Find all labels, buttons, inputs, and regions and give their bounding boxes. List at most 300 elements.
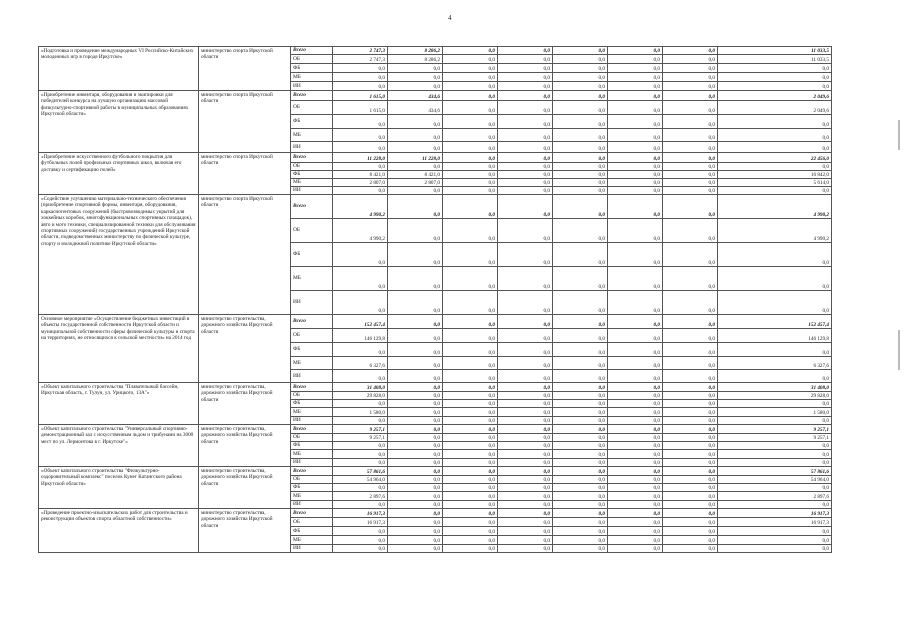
total-cell: 6 327,6 (718, 357, 832, 370)
funding-source: ОБ (291, 55, 333, 64)
total-cell: 0,0 (718, 64, 832, 73)
scan-edge-mark (898, 120, 900, 150)
amount-cell: 0,0 (498, 64, 553, 73)
amount-cell: 0,0 (443, 400, 498, 408)
amount-cell: 0,0 (663, 142, 718, 153)
amount-cell: 0,0 (608, 47, 663, 55)
total-cell: 9 257,1 (718, 434, 832, 442)
amount-cell: 0,0 (498, 219, 553, 243)
amount-cell: 0,0 (663, 518, 718, 527)
amount-cell: 0,0 (608, 476, 663, 484)
amount-cell: 0,0 (663, 357, 718, 370)
amount-cell: 0,0 (443, 408, 498, 417)
amount-cell: 0,0 (608, 357, 663, 370)
amount-cell: 0,0 (388, 142, 443, 153)
amount-cell: 152 457,4 (333, 315, 388, 329)
amount-cell: 0,0 (553, 434, 608, 442)
amount-cell: 0,0 (608, 459, 663, 467)
amount-cell: 2 747,3 (333, 47, 388, 55)
total-cell: 11 033,5 (718, 55, 832, 64)
amount-cell: 11 228,0 (388, 153, 443, 163)
amount-cell: 2 807,0 (333, 179, 388, 187)
amount-cell: 0,0 (553, 501, 608, 509)
amount-cell: 0,0 (553, 536, 608, 545)
executor-name: министерство спорта Иркутской области (199, 153, 291, 195)
total-cell: 22 456,0 (718, 153, 832, 163)
funding-source: ИИ (291, 82, 333, 91)
amount-cell: 0,0 (663, 315, 718, 329)
amount-cell: 0,0 (663, 545, 718, 553)
amount-cell: 11 228,0 (333, 153, 388, 163)
amount-cell: 0,0 (663, 101, 718, 115)
funding-source: Всего (291, 383, 333, 392)
total-cell: 0,0 (718, 400, 832, 408)
table-row (39, 425, 832, 434)
amount-cell: 57 861,6 (333, 467, 388, 476)
amount-cell: 0,0 (443, 55, 498, 64)
funding-source: МБ (291, 408, 333, 417)
amount-cell: 0,0 (663, 163, 718, 171)
table-row (39, 91, 832, 101)
amount-cell: 0,0 (663, 536, 718, 545)
measure-name: «Приобретение инвентаря, оборудования и экипировки для победителей конкурса на лучшую организацию массовой физкультурно-спортивной работы в муниципальных образованиях Иркутской области» (39, 91, 199, 153)
amount-cell: 4 990,2 (333, 195, 388, 219)
amount-cell: 0,0 (443, 82, 498, 91)
amount-cell: 0,0 (608, 91, 663, 101)
funding-source: ФБ (291, 400, 333, 408)
funding-source: Всего (291, 315, 333, 329)
total-cell: 11 033,5 (718, 47, 832, 55)
amount-cell: 0,0 (608, 187, 663, 195)
amount-cell: 0,0 (553, 450, 608, 459)
amount-cell: 0,0 (443, 417, 498, 425)
amount-cell: 0,0 (663, 91, 718, 101)
amount-cell: 0,0 (663, 484, 718, 492)
total-cell: 0,0 (718, 527, 832, 536)
page-number: 4 (448, 14, 452, 22)
amount-cell: 0,0 (388, 408, 443, 417)
total-cell: 54 964,0 (718, 476, 832, 484)
funding-source: ИИ (291, 501, 333, 509)
executor-name: министерство спорта Иркутской области (199, 91, 291, 153)
amount-cell: 0,0 (608, 55, 663, 64)
amount-cell: 0,0 (388, 509, 443, 518)
amount-cell: 8 421,0 (388, 171, 443, 179)
funding-source: МБ (291, 357, 333, 370)
measure-name: «Приобретение искусственного футбольного покрытия для футбольных полей профильных спортивных школ, включая его доставку и сертификацию полей» (39, 153, 199, 195)
amount-cell: 0,0 (388, 357, 443, 370)
amount-cell: 0,0 (663, 442, 718, 450)
amount-cell: 0,0 (663, 467, 718, 476)
funding-source: МБ (291, 492, 333, 501)
amount-cell: 0,0 (388, 329, 443, 343)
amount-cell: 0,0 (608, 64, 663, 73)
amount-cell: 2 807,0 (388, 179, 443, 187)
amount-cell: 0,0 (443, 425, 498, 434)
amount-cell: 0,0 (608, 442, 663, 450)
table-row (39, 467, 832, 476)
amount-cell: 0,0 (443, 545, 498, 553)
total-cell: 0,0 (718, 163, 832, 171)
total-cell: 0,0 (718, 536, 832, 545)
amount-cell: 0,0 (443, 47, 498, 55)
amount-cell: 0,0 (388, 115, 443, 129)
amount-cell: 0,0 (663, 501, 718, 509)
amount-cell: 0,0 (388, 343, 443, 357)
amount-cell: 0,0 (388, 467, 443, 476)
amount-cell: 0,0 (333, 417, 388, 425)
amount-cell: 0,0 (553, 492, 608, 501)
amount-cell: 0,0 (608, 536, 663, 545)
amount-cell: 0,0 (443, 291, 498, 315)
total-cell: 0,0 (718, 545, 832, 553)
amount-cell: 0,0 (553, 243, 608, 267)
amount-cell: 0,0 (333, 459, 388, 467)
funding-source: Всего (291, 47, 333, 55)
amount-cell: 0,0 (553, 315, 608, 329)
amount-cell: 31 408,0 (333, 383, 388, 392)
amount-cell: 0,0 (553, 195, 608, 219)
amount-cell: 0,0 (443, 527, 498, 536)
amount-cell: 0,0 (333, 115, 388, 129)
amount-cell: 0,0 (443, 343, 498, 357)
amount-cell: 0,0 (608, 518, 663, 527)
amount-cell: 0,0 (663, 417, 718, 425)
executor-name: министерство строительства, дорожного хозяйства Иркутской области (199, 509, 291, 553)
amount-cell: 0,0 (443, 434, 498, 442)
measure-name: «Содействие улучшению материально-технического обеспечения (приобретение спортивной формы, инвентаря, оборудования, каркаснотентовых сооружений (быстровозводимых укрытий для хоккейных коробок, многофункциональных спортивных площадок), авто и мото техники, специализированной техники для обслуживания спортивных сооружений) государственных учреждений Иркутской области, подведомственных министерству по физической культуре, спорту и молодежной политике Иркутской области» (39, 195, 199, 315)
amount-cell: 0,0 (388, 501, 443, 509)
amount-cell: 0,0 (553, 442, 608, 450)
amount-cell: 0,0 (498, 383, 553, 392)
amount-cell: 0,0 (553, 400, 608, 408)
amount-cell: 0,0 (553, 417, 608, 425)
funding-source: Всего (291, 91, 333, 101)
amount-cell: 0,0 (333, 163, 388, 171)
amount-cell: 0,0 (553, 357, 608, 370)
funding-source: ОБ (291, 392, 333, 400)
table-row (39, 383, 832, 392)
amount-cell: 0,0 (443, 179, 498, 187)
amount-cell: 0,0 (553, 459, 608, 467)
amount-cell: 0,0 (333, 343, 388, 357)
amount-cell: 0,0 (333, 267, 388, 291)
total-cell: 0,0 (718, 501, 832, 509)
amount-cell: 0,0 (608, 195, 663, 219)
amount-cell: 2 897,6 (333, 492, 388, 501)
amount-cell: 0,0 (388, 64, 443, 73)
amount-cell: 0,0 (663, 434, 718, 442)
funding-source: Всего (291, 425, 333, 434)
amount-cell: 0,0 (663, 179, 718, 187)
amount-cell: 0,0 (608, 370, 663, 383)
amount-cell: 0,0 (663, 171, 718, 179)
amount-cell: 0,0 (663, 115, 718, 129)
amount-cell: 0,0 (608, 153, 663, 163)
budget-table (38, 46, 832, 553)
amount-cell: 0,0 (333, 82, 388, 91)
amount-cell: 0,0 (388, 291, 443, 315)
amount-cell: 0,0 (498, 101, 553, 115)
amount-cell: 0,0 (443, 450, 498, 459)
amount-cell: 0,0 (443, 163, 498, 171)
amount-cell: 0,0 (443, 370, 498, 383)
amount-cell: 0,0 (498, 442, 553, 450)
funding-source: МБ (291, 129, 333, 142)
funding-source: Всего (291, 195, 333, 219)
amount-cell: 0,0 (443, 101, 498, 115)
amount-cell: 0,0 (498, 73, 553, 82)
amount-cell: 0,0 (663, 267, 718, 291)
amount-cell: 0,0 (608, 163, 663, 171)
amount-cell: 0,0 (608, 400, 663, 408)
amount-cell: 0,0 (388, 73, 443, 82)
amount-cell: 0,0 (553, 129, 608, 142)
amount-cell: 0,0 (443, 91, 498, 101)
total-cell: 0,0 (718, 442, 832, 450)
funding-source: ИИ (291, 291, 333, 315)
amount-cell: 0,0 (443, 219, 498, 243)
total-cell: 4 990,2 (718, 219, 832, 243)
executor-name: министерство строительства, дорожного хозяйства Иркутской области (199, 425, 291, 467)
amount-cell: 0,0 (333, 291, 388, 315)
total-cell: 29 828,0 (718, 392, 832, 400)
amount-cell: 0,0 (608, 484, 663, 492)
amount-cell: 0,0 (443, 492, 498, 501)
amount-cell: 0,0 (333, 536, 388, 545)
amount-cell: 0,0 (608, 129, 663, 142)
amount-cell: 0,0 (498, 357, 553, 370)
amount-cell: 0,0 (608, 171, 663, 179)
amount-cell: 0,0 (553, 484, 608, 492)
amount-cell: 146 129,8 (333, 329, 388, 343)
amount-cell: 0,0 (388, 219, 443, 243)
amount-cell: 0,0 (498, 142, 553, 153)
amount-cell: 0,0 (333, 73, 388, 82)
amount-cell: 0,0 (553, 527, 608, 536)
amount-cell: 0,0 (443, 501, 498, 509)
amount-cell: 0,0 (663, 55, 718, 64)
amount-cell: 0,0 (498, 329, 553, 343)
amount-cell: 0,0 (663, 243, 718, 267)
total-cell: 9 257,1 (718, 425, 832, 434)
funding-source: ИИ (291, 545, 333, 553)
amount-cell: 0,0 (443, 243, 498, 267)
funding-source: Всего (291, 153, 333, 163)
amount-cell: 0,0 (498, 82, 553, 91)
amount-cell: 0,0 (663, 129, 718, 142)
amount-cell: 0,0 (553, 142, 608, 153)
funding-source: МБ (291, 73, 333, 82)
amount-cell: 0,0 (333, 527, 388, 536)
total-cell: 0,0 (718, 187, 832, 195)
amount-cell: 0,0 (553, 343, 608, 357)
amount-cell: 0,0 (553, 267, 608, 291)
amount-cell: 0,0 (553, 425, 608, 434)
amount-cell: 0,0 (443, 459, 498, 467)
amount-cell: 0,0 (553, 518, 608, 527)
amount-cell: 0,0 (388, 315, 443, 329)
amount-cell: 0,0 (498, 171, 553, 179)
amount-cell: 2 747,3 (333, 55, 388, 64)
funding-source: ИИ (291, 417, 333, 425)
amount-cell: 0,0 (498, 163, 553, 171)
measure-name: «Объект капитального строительства "Универсальный спортивно-демонстрационный зал с искусственным льдом и трибунами на 3000 мест по ул. Лермонтова в г. Иркутске"» (39, 425, 199, 467)
amount-cell: 0,0 (553, 179, 608, 187)
amount-cell: 0,0 (333, 484, 388, 492)
amount-cell: 0,0 (443, 315, 498, 329)
total-cell: 0,0 (718, 243, 832, 267)
amount-cell: 0,0 (553, 171, 608, 179)
amount-cell: 0,0 (498, 459, 553, 467)
amount-cell: 0,0 (608, 450, 663, 459)
amount-cell: 0,0 (553, 370, 608, 383)
total-cell: 0,0 (718, 115, 832, 129)
amount-cell: 0,0 (388, 417, 443, 425)
total-cell: 0,0 (718, 291, 832, 315)
amount-cell: 0,0 (608, 82, 663, 91)
amount-cell: 16 917,3 (333, 518, 388, 527)
amount-cell: 0,0 (498, 153, 553, 163)
amount-cell: 0,0 (388, 370, 443, 383)
amount-cell: 0,0 (663, 527, 718, 536)
amount-cell: 0,0 (498, 129, 553, 142)
funding-source: ОБ (291, 101, 333, 115)
amount-cell: 0,0 (498, 267, 553, 291)
amount-cell: 0,0 (553, 467, 608, 476)
amount-cell: 0,0 (663, 187, 718, 195)
amount-cell: 434,6 (388, 91, 443, 101)
amount-cell: 8 286,2 (388, 47, 443, 55)
total-cell: 5 614,0 (718, 179, 832, 187)
amount-cell: 0,0 (443, 329, 498, 343)
amount-cell: 0,0 (663, 370, 718, 383)
amount-cell: 0,0 (663, 450, 718, 459)
total-cell: 16 842,0 (718, 171, 832, 179)
measure-name: «Объект капитального строительства "Плавательный бассейн, Иркутская область, г. Тулун, ул. Урицкого, 13А"» (39, 383, 199, 425)
amount-cell: 0,0 (608, 315, 663, 329)
amount-cell: 0,0 (553, 187, 608, 195)
amount-cell: 1 580,0 (333, 408, 388, 417)
amount-cell: 0,0 (553, 73, 608, 82)
table-row (39, 153, 832, 163)
amount-cell: 0,0 (663, 47, 718, 55)
amount-cell: 0,0 (498, 195, 553, 219)
amount-cell: 6 327,6 (333, 357, 388, 370)
funding-source: ФБ (291, 115, 333, 129)
funding-source: ОБ (291, 163, 333, 171)
amount-cell: 0,0 (388, 82, 443, 91)
amount-cell: 0,0 (553, 219, 608, 243)
amount-cell: 0,0 (608, 101, 663, 115)
total-cell: 152 457,4 (718, 315, 832, 329)
total-cell: 16 917,3 (718, 518, 832, 527)
funding-source: МБ (291, 536, 333, 545)
amount-cell: 0,0 (333, 129, 388, 142)
total-cell: 2 897,6 (718, 492, 832, 501)
amount-cell: 0,0 (663, 73, 718, 82)
amount-cell: 0,0 (333, 243, 388, 267)
amount-cell: 0,0 (443, 73, 498, 82)
amount-cell: 0,0 (663, 509, 718, 518)
table-row (39, 315, 832, 329)
amount-cell: 0,0 (553, 408, 608, 417)
total-cell: 0,0 (718, 370, 832, 383)
amount-cell: 0,0 (663, 408, 718, 417)
amount-cell: 0,0 (498, 425, 553, 434)
funding-source: ОБ (291, 329, 333, 343)
scan-edge-mark (898, 330, 900, 370)
amount-cell: 0,0 (388, 536, 443, 545)
amount-cell: 0,0 (388, 129, 443, 142)
amount-cell: 0,0 (553, 392, 608, 400)
amount-cell: 29 828,0 (333, 392, 388, 400)
total-cell: 2 049,6 (718, 91, 832, 101)
amount-cell: 0,0 (333, 187, 388, 195)
funding-source: ФБ (291, 484, 333, 492)
amount-cell: 0,0 (553, 82, 608, 91)
amount-cell: 0,0 (443, 267, 498, 291)
measure-name: «Подготовка и проведение международных VI Российско-Китайских молодежных игр в городе Иркутске» (39, 47, 199, 91)
amount-cell: 0,0 (443, 142, 498, 153)
funding-source: МБ (291, 450, 333, 459)
amount-cell: 0,0 (663, 400, 718, 408)
amount-cell: 0,0 (498, 315, 553, 329)
total-cell: 1 580,0 (718, 408, 832, 417)
amount-cell: 0,0 (388, 545, 443, 553)
amount-cell: 0,0 (388, 243, 443, 267)
amount-cell: 0,0 (663, 392, 718, 400)
amount-cell: 8 286,2 (388, 55, 443, 64)
amount-cell: 0,0 (498, 492, 553, 501)
amount-cell: 0,0 (443, 509, 498, 518)
amount-cell: 0,0 (663, 492, 718, 501)
funding-source: МБ (291, 267, 333, 291)
amount-cell: 0,0 (443, 64, 498, 73)
funding-source: Всего (291, 509, 333, 518)
funding-source: ФБ (291, 171, 333, 179)
amount-cell: 0,0 (498, 417, 553, 425)
funding-source: ОБ (291, 219, 333, 243)
total-cell: 0,0 (718, 73, 832, 82)
funding-source: ФБ (291, 527, 333, 536)
amount-cell: 0,0 (443, 115, 498, 129)
total-cell: 0,0 (718, 417, 832, 425)
amount-cell: 0,0 (443, 536, 498, 545)
amount-cell: 0,0 (333, 501, 388, 509)
amount-cell: 0,0 (388, 442, 443, 450)
funding-source: ИИ (291, 459, 333, 467)
total-cell: 0,0 (718, 129, 832, 142)
amount-cell: 0,0 (553, 383, 608, 392)
amount-cell: 0,0 (388, 459, 443, 467)
amount-cell: 0,0 (388, 476, 443, 484)
amount-cell: 0,0 (498, 450, 553, 459)
amount-cell: 0,0 (333, 64, 388, 73)
amount-cell: 0,0 (388, 383, 443, 392)
funding-source: ИИ (291, 187, 333, 195)
amount-cell: 0,0 (443, 518, 498, 527)
amount-cell: 0,0 (498, 501, 553, 509)
amount-cell: 0,0 (663, 383, 718, 392)
amount-cell: 0,0 (498, 179, 553, 187)
amount-cell: 0,0 (663, 64, 718, 73)
amount-cell: 0,0 (443, 129, 498, 142)
executor-name: министерство спорта Иркутской области (199, 195, 291, 315)
amount-cell: 0,0 (498, 55, 553, 64)
amount-cell: 0,0 (388, 163, 443, 171)
amount-cell: 0,0 (663, 329, 718, 343)
